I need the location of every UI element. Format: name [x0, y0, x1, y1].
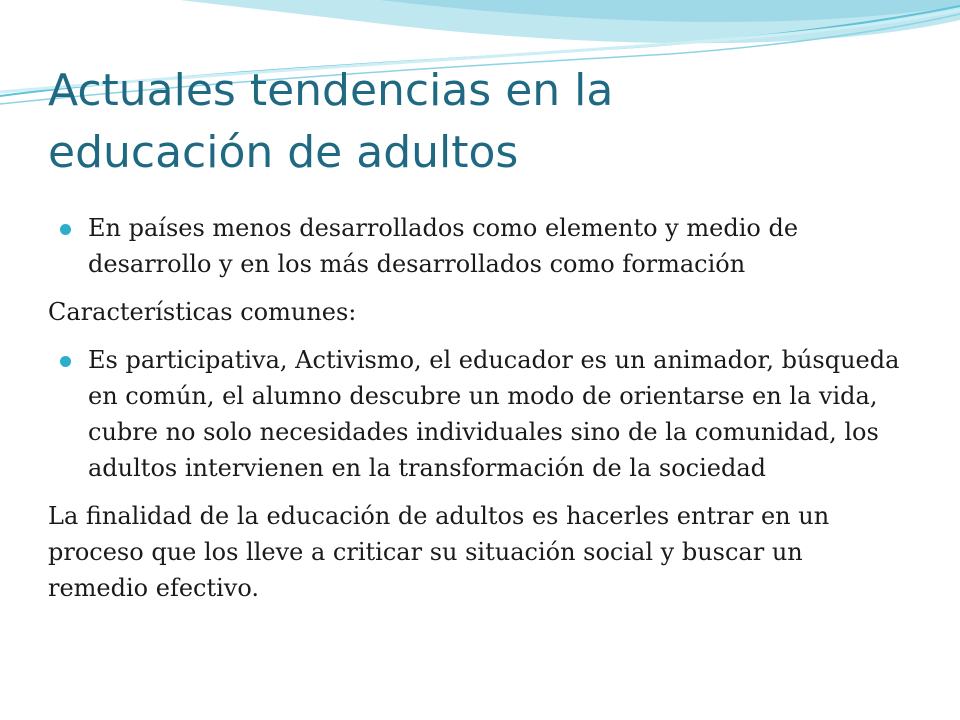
slide-title [48, 60, 928, 184]
bullet-text: Es participativa, Activismo, el educador es un animador, búsqueda en común, el alumno descubre un modo de orientarse en la vida, cubre no solo necesidades individuales sino de la comunidad, los adultos intervienen en la transformación de la sociedad [88, 346, 900, 482]
title-line-2: educación de adultos [48, 127, 519, 178]
slide-body [48, 210, 908, 618]
bullet-dot-icon [60, 224, 71, 235]
conclusion-paragraph: La finalidad de la educación de adultos es hacerles entrar en un proceso que los lleve a criticar su situación social y buscar un remedio efectivo. [48, 502, 830, 602]
bullet-item [48, 210, 908, 282]
subheading: Características comunes: [48, 298, 357, 326]
bullet-item [48, 342, 908, 486]
title-line-1: Actuales tendencias en la [48, 65, 614, 116]
bullet-dot-icon [60, 356, 71, 367]
bullet-text: En países menos desarrollados como elemento y medio de desarrollo y en los más desarrollados como formación [88, 214, 799, 278]
